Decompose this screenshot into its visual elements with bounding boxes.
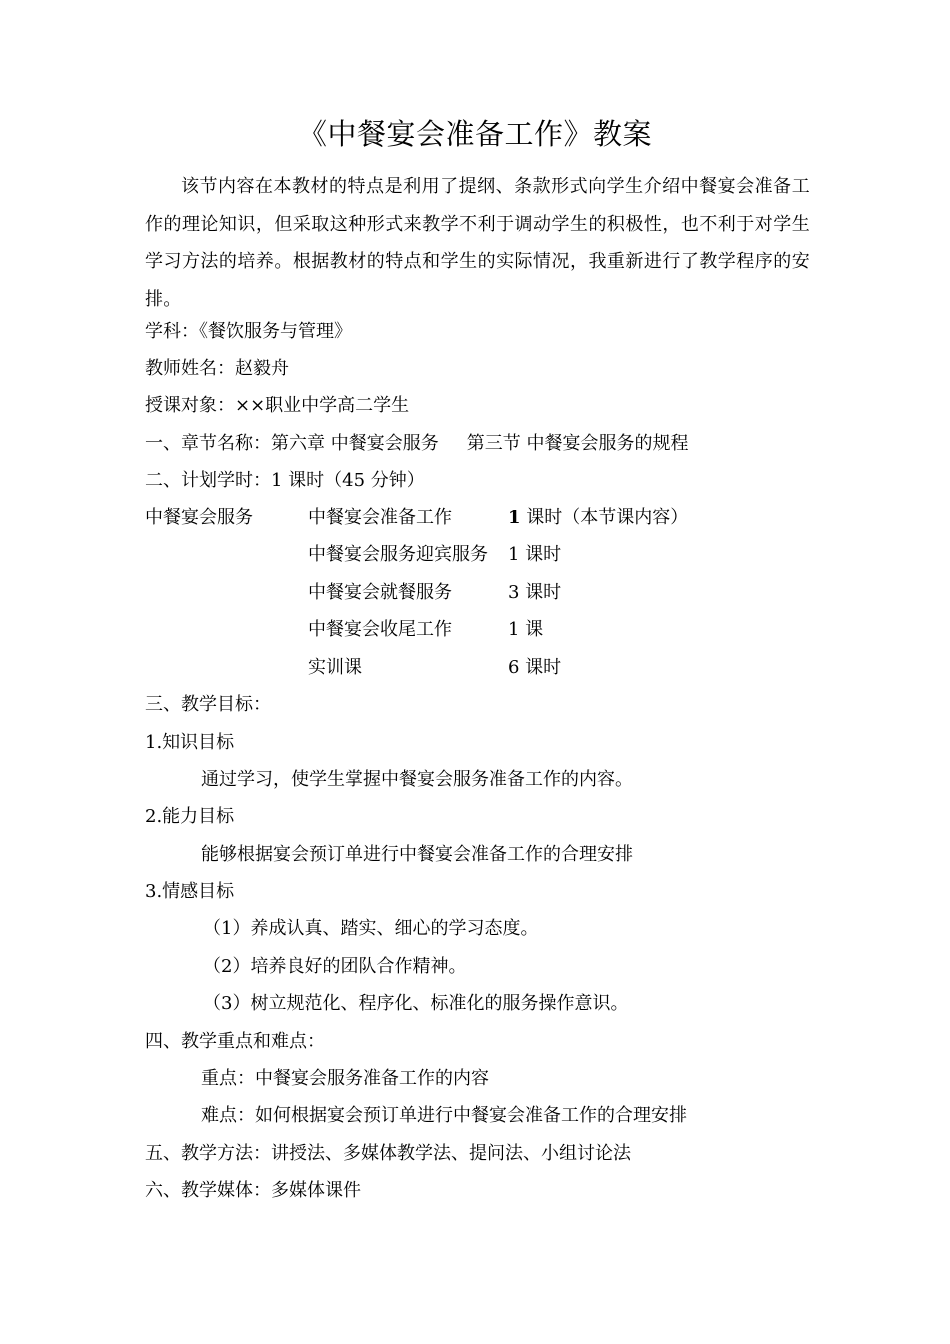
key-point: 重点：中餐宴会服务准备工作的内容 (201, 1068, 489, 1089)
section-name: 第三节 中餐宴会服务的规程 (466, 433, 689, 454)
chapter-line (145, 432, 688, 456)
goal3-item: （1）养成认真、踏实、细心的学习态度。 (203, 918, 539, 939)
subject-line: 学科：《餐饮服务与管理》 (145, 321, 352, 342)
goal1-heading: 1.知识目标 (145, 732, 235, 753)
goal1-text: 通过学习，使学生掌握中餐宴会服务准备工作的内容。 (201, 769, 633, 790)
schedule-group: 中餐宴会服务 (145, 507, 253, 528)
key-heading: 四、教学重点和难点： (145, 1031, 325, 1052)
difficult-point: 难点：如何根据宴会预订单进行中餐宴会准备工作的合理安排 (201, 1105, 687, 1126)
goal3-item: （2）培养良好的团队合作精神。 (203, 956, 467, 977)
schedule-hours: 1 课时 (508, 544, 562, 565)
goal2-text: 能够根据宴会预订单进行中餐宴会准备工作的合理安排 (201, 844, 633, 865)
schedule-hours: 1 课 (508, 619, 544, 640)
document-title: 《中餐宴会准备工作》教案 (297, 117, 652, 151)
hours-line: 二、计划学时：1 课时（45 分钟） (145, 470, 425, 491)
schedule-item: 中餐宴会服务迎宾服务 (308, 544, 488, 565)
chapter-name: 一、章节名称：第六章 中餐宴会服务 (145, 433, 439, 454)
schedule-item: 中餐宴会收尾工作 (308, 619, 452, 640)
schedule-hours: 3 课时 (508, 582, 562, 603)
methods-line: 五、教学方法：讲授法、多媒体教学法、提问法、小组讨论法 (145, 1143, 631, 1164)
teacher-line: 教师姓名：赵毅舟 (145, 358, 289, 379)
schedule-item: 实训课 (308, 657, 362, 678)
goal3-item: （3）树立规范化、程序化、标准化的服务操作意识。 (203, 993, 629, 1014)
schedule-hours-unit: 课时（本节课内容） (520, 507, 689, 528)
goals-heading: 三、教学目标： (145, 694, 271, 715)
goal2-heading: 2.能力目标 (145, 806, 235, 827)
schedule-hours (508, 506, 688, 530)
goal3-heading: 3.情感目标 (145, 881, 235, 902)
schedule-hours-count: 1 (508, 507, 521, 528)
schedule-item: 中餐宴会就餐服务 (308, 582, 452, 603)
audience-line: 授课对象：××职业中学高二学生 (145, 395, 410, 416)
intro-paragraph: 该节内容在本教材的特点是利用了提纲、条款形式向学生介绍中餐宴会准备工作的理论知识，但采取这种形式来教学不利于调动学生的积极性，也不利于对学生学习方法的培养。根据教材的特点和学生的实际情况，我重新进行了教学程序的安排。 (145, 176, 810, 310)
schedule-hours: 6 课时 (508, 657, 562, 678)
schedule-item: 中餐宴会准备工作 (308, 507, 452, 528)
media-line: 六、教学媒体：多媒体课件 (145, 1180, 361, 1201)
